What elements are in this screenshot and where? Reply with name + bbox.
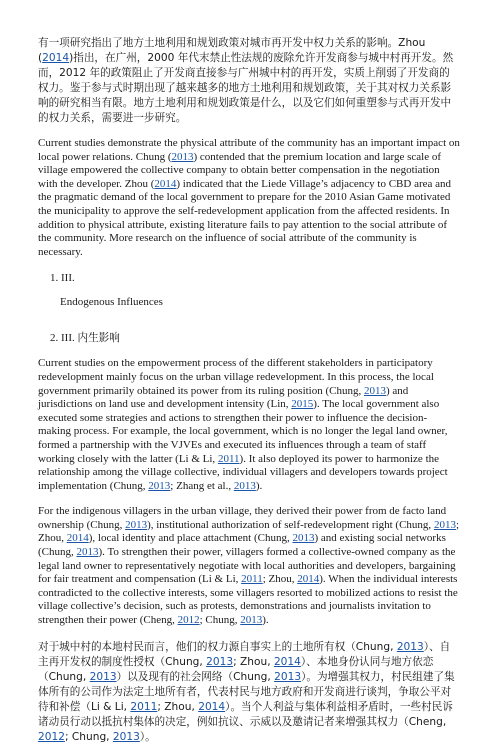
paragraph-indigenous-villagers <box>38 505 460 627</box>
list-item-2-label: 2. III. <box>50 332 75 345</box>
list-item-2-label-zh: 内生影响 <box>77 332 120 345</box>
text-run: ). The local government also executed some strategies and actions to strengthen their power to influence the decision-making process. For example, the local government, which is no longer the legal land owner, formed a partnership with the VJVEs and executed its influences through a team of staff working closely with the latter (Li & Li, <box>38 398 448 465</box>
list-item-1-subtitle: Endogenous Influences <box>60 296 163 309</box>
citation-link[interactable]: 2014 <box>198 700 226 713</box>
text-run: ). <box>255 479 263 492</box>
citation-link[interactable]: 2013 <box>240 614 263 627</box>
citation-link[interactable]: 2013 <box>171 150 194 163</box>
citation-link[interactable]: 2014 <box>297 573 320 586</box>
list-item-2-heading <box>50 331 460 345</box>
citation-link[interactable]: 2013 <box>125 518 148 531</box>
text-run: ）。 <box>139 730 156 743</box>
citation-link[interactable]: 2014 <box>273 655 301 668</box>
citation-link[interactable]: 2012 <box>177 614 200 627</box>
text-run: )指出，在广州，2000 年代末禁止性法规的废除允许开发商参与城中村再开发。然而，2012 年的政策阻止了开发商直接参与广州城中村的再开发，实质上削弱了开发商的权力。鉴于参与式时期出现了越来越多的地方土地利用和规划政策，关于其对权力关系影响的研究相当有限。地方土地利用和规划政策是什么，以及它们如何重塑参与式再开发中的权力关系，需要进一步研究。 <box>38 52 454 124</box>
paragraph-physical-attribute <box>38 137 460 259</box>
citation-link[interactable]: 2013 <box>363 384 386 397</box>
text-run: 有一项研究指出了地方土地利用和规划政策对城市再开发中权力关系的影响。Zhou ( <box>38 37 426 64</box>
citation-link[interactable]: 2013 <box>233 479 256 492</box>
text-run: 对于城中村的本地村民而言，他们的权力源自事实上的土地所有权（Chung, <box>38 640 397 653</box>
text-run: ; Chung, <box>64 730 113 743</box>
text-run: ) contended that the premium location and large scale of village empowered the collective company to obtain better compensation in the negotiation with the developer. Zhou ( <box>38 150 442 190</box>
text-run: ) indicated that the Liede Village’s adjacency to CBD area and the pragmatic demand of the local government to prepare for the 2010 Asian Game motivated the municipality to approve the self-redevelopment application from the affected residents. In addition to physical attribute, existing literature fails to pay attention to the social attribute of the community. More research on the influence of social attribute of the community is necessary. <box>38 177 452 258</box>
paragraph-villagers-zh <box>38 640 460 745</box>
text-run: ). <box>262 614 269 627</box>
text-run: ; Zhang et al., <box>170 479 234 492</box>
citation-link[interactable]: 2013 <box>274 670 302 683</box>
citation-link[interactable]: 2014 <box>66 532 89 545</box>
paragraph-policy-zh <box>38 36 460 126</box>
citation-link[interactable]: 2013 <box>433 518 456 531</box>
text-run: ), local identity and place attachment (Chung, <box>88 532 293 545</box>
text-run: ）以及现有的社会网络（Chung, <box>116 670 275 683</box>
list-item-1 <box>50 271 460 285</box>
text-run: ）、本地身份认同与地方依恋（Chung, <box>38 655 434 683</box>
citation-link[interactable]: 2013 <box>206 655 234 668</box>
text-run: ; Zhou, <box>262 573 298 586</box>
citation-link[interactable]: 2013 <box>89 670 117 683</box>
citation-link[interactable]: 2013 <box>292 532 315 545</box>
text-run: ; Zhou, <box>157 700 199 713</box>
text-run: Current studies on the empowerment process of the different stakeholders in participatory redevelopment mainly focus on the urban village redevelopment. In this process, the local government primarily obtained its power from its ruling position (Chung, <box>38 357 434 397</box>
text-run: ). When the individual interests contradicted to the collective interests, some villagers resorted to mobilized actions to resist the village collective’s decision, such as protests, demonstrations and journalists invitation to strengthen their power (Cheng, <box>38 573 458 627</box>
citation-link[interactable]: 2013 <box>76 546 99 559</box>
text-run: Current studies demonstrate the physical attribute of the community has an important impact on local power relations. Chung ( <box>38 137 460 163</box>
text-run: For the indigenous villagers in the urban village, they derived their power from de facto land ownership (Chung, <box>38 505 447 531</box>
text-run: ）、自主再开发权的制度性授权（Chung, <box>38 640 451 668</box>
text-run: ; Chung, <box>199 614 241 627</box>
citation-link[interactable]: 2014 <box>42 52 70 64</box>
text-run: ）。当个人利益与集体利益相矛盾时，一些村民诉诸动员行动以抵抗村集体的决定，例如抗议、示威以及邀请记者来增强其权力（Cheng, <box>38 700 453 728</box>
citation-link[interactable]: 2013 <box>148 479 171 492</box>
text-run: ), institutional authorization of self-redevelopment right (Chung, <box>147 518 434 531</box>
text-run: ). To strengthen their power, villagers formed a collective-owned company as the legal land owner to representatively negotiate with local authorities and developers, bargaining for fair treatment and compensation (Li & Li, <box>38 546 456 586</box>
citation-link[interactable]: 2011 <box>130 700 158 713</box>
citation-link[interactable]: 2015 <box>291 398 314 411</box>
citation-link[interactable]: 2013 <box>112 730 140 743</box>
list-item-1-label: 1. III. <box>50 272 75 285</box>
text-run: ; Zhou, <box>38 518 459 545</box>
citation-link[interactable]: 2013 <box>396 640 424 653</box>
text-run: ）。为增强其权力，村民组建了集体所有的公司作为法定土地所有者，代表村民与地方政府和开发商进行谈判，争取公平对待和补偿（Li & Li, <box>38 670 455 713</box>
text-run: ) and jurisdictions on land use and development intensity (Lin, <box>38 384 409 411</box>
citation-link[interactable]: 2012 <box>38 730 65 743</box>
citation-link[interactable]: 2011 <box>241 573 263 586</box>
text-run: ). It also deployed its power to harmonize the relationship among the village collective, individual villagers and developers towards project implementation (Chung, <box>38 452 448 492</box>
citation-link[interactable]: 2014 <box>154 177 177 190</box>
citation-link[interactable]: 2011 <box>217 452 240 465</box>
text-run: ; Zhou, <box>233 655 274 668</box>
paragraph-empowerment <box>38 357 460 493</box>
text-run: ) and existing social networks (Chung, <box>38 532 446 559</box>
